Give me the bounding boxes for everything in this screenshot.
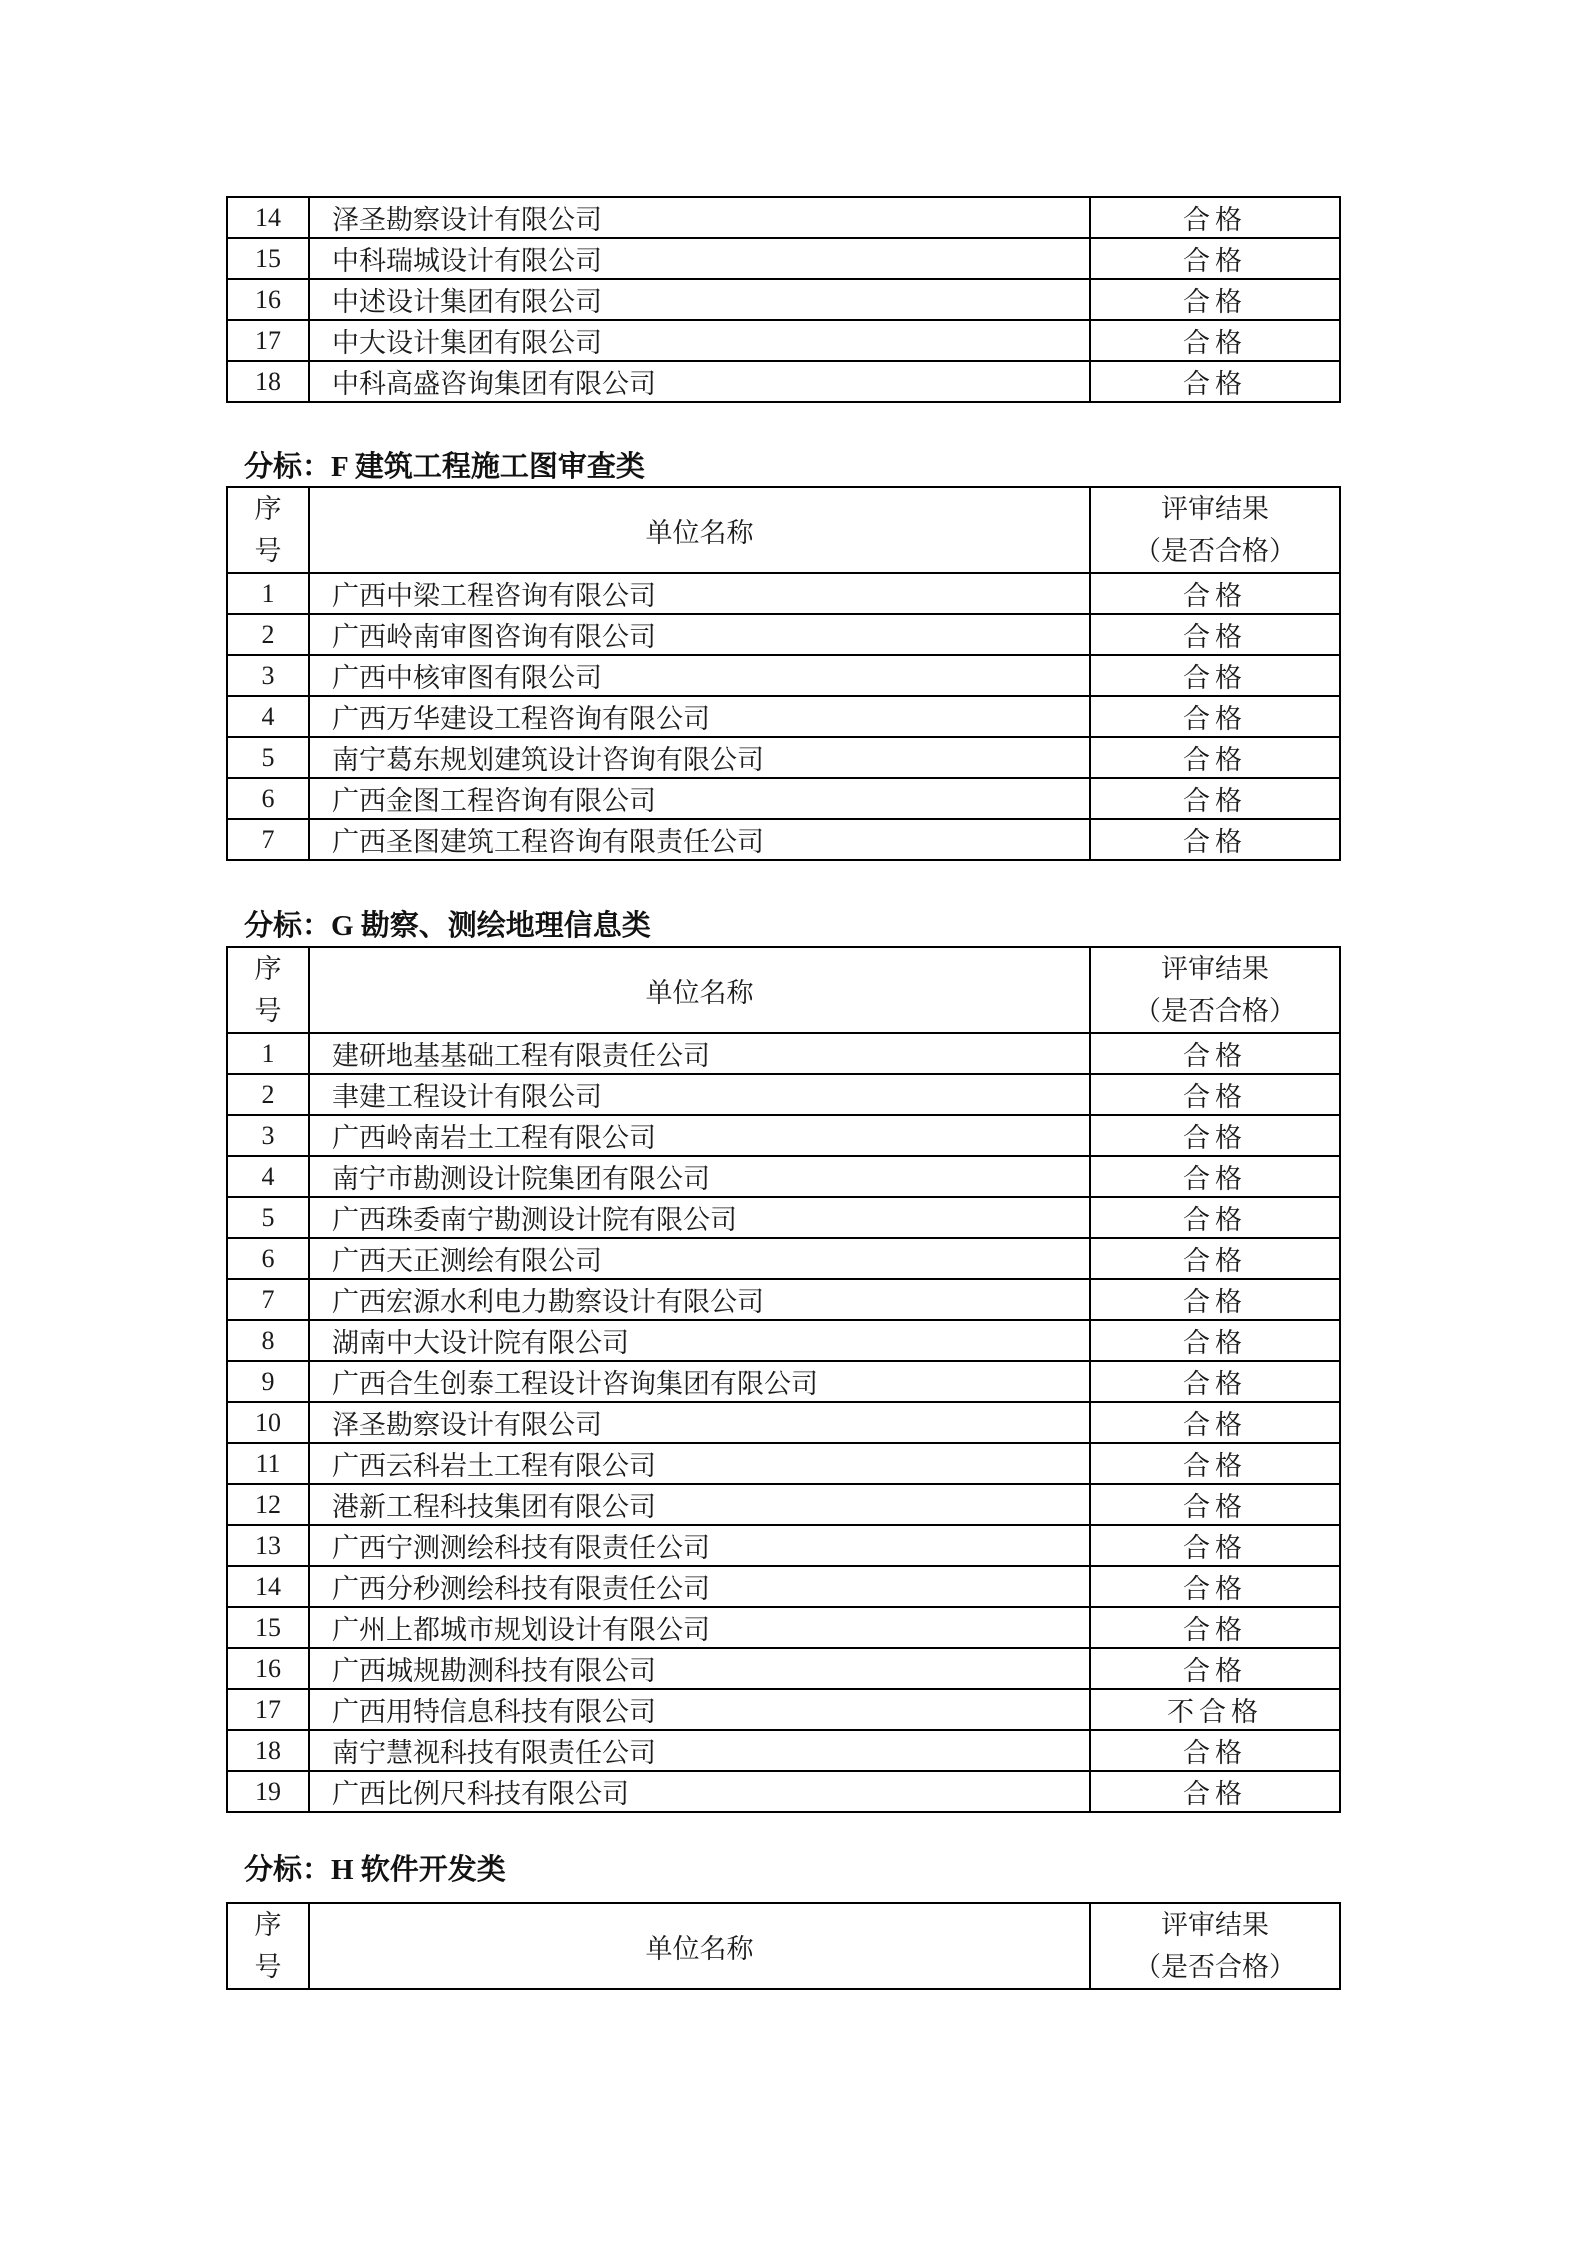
cell-seq-no: 3 — [227, 655, 309, 696]
cell-unit-name: 建研地基基础工程有限责任公司 — [309, 1033, 1090, 1074]
cell-review-result: 合格 — [1090, 1771, 1340, 1812]
seq-label-line1: 序 — [254, 954, 282, 984]
section-title-g: 分标：G 勘察、测绘地理信息类 — [244, 910, 651, 942]
cell-unit-name: 南宁葛东规划建筑设计咨询有限公司 — [309, 737, 1090, 778]
cell-seq-no: 14 — [227, 1566, 309, 1607]
table-row — [227, 361, 1340, 402]
table-row — [227, 819, 1340, 860]
cell-unit-name: 广西珠委南宁勘测设计院有限公司 — [309, 1197, 1090, 1238]
cell-review-result: 合格 — [1090, 1402, 1340, 1443]
cell-review-result: 合格 — [1090, 1361, 1340, 1402]
cell-seq-no: 14 — [227, 197, 309, 238]
cell-seq-no: 3 — [227, 1115, 309, 1156]
seq-label-line2: 号 — [254, 1952, 282, 1982]
cell-unit-name: 广西金图工程咨询有限公司 — [309, 778, 1090, 819]
col-header-seq — [227, 1903, 309, 1989]
cell-unit-name: 南宁慧视科技有限责任公司 — [309, 1730, 1090, 1771]
cell-unit-name: 中大设计集团有限公司 — [309, 320, 1090, 361]
cell-unit-name: 中述设计集团有限公司 — [309, 279, 1090, 320]
cell-review-result: 合格 — [1090, 197, 1340, 238]
cell-review-result: 合格 — [1090, 1320, 1340, 1361]
cell-unit-name: 南宁市勘测设计院集团有限公司 — [309, 1156, 1090, 1197]
results-table-f — [226, 486, 1341, 861]
cell-review-result: 合格 — [1090, 614, 1340, 655]
cell-review-result: 合格 — [1090, 573, 1340, 614]
seq-label-line1: 序 — [254, 1910, 282, 1940]
cell-seq-no: 1 — [227, 573, 309, 614]
table-row — [227, 655, 1340, 696]
cell-seq-no: 10 — [227, 1402, 309, 1443]
table-row — [227, 1566, 1340, 1607]
table-row — [227, 197, 1340, 238]
section-title-h: 分标：H 软件开发类 — [244, 1854, 506, 1886]
table-row — [227, 737, 1340, 778]
cell-review-result: 不合格 — [1090, 1689, 1340, 1730]
table-row — [227, 1074, 1340, 1115]
table-row — [227, 696, 1340, 737]
cell-review-result: 合格 — [1090, 819, 1340, 860]
cell-seq-no: 6 — [227, 778, 309, 819]
cell-unit-name: 广西岭南审图咨询有限公司 — [309, 614, 1090, 655]
col-header-result — [1090, 487, 1340, 573]
seq-label-line2: 号 — [254, 996, 282, 1026]
result-label-line1: 评审结果 — [1161, 1910, 1269, 1940]
cell-seq-no: 9 — [227, 1361, 309, 1402]
cell-review-result: 合格 — [1090, 1525, 1340, 1566]
table-row — [227, 778, 1340, 819]
cell-seq-no: 6 — [227, 1238, 309, 1279]
cell-unit-name: 广州上都城市规划设计有限公司 — [309, 1607, 1090, 1648]
table-row — [227, 1648, 1340, 1689]
cell-unit-name: 中科高盛咨询集团有限公司 — [309, 361, 1090, 402]
result-label-line2: （是否合格） — [1134, 536, 1296, 566]
cell-unit-name: 广西合生创泰工程设计咨询集团有限公司 — [309, 1361, 1090, 1402]
table-row — [227, 1402, 1340, 1443]
results-table-h — [226, 1902, 1341, 1990]
cell-unit-name: 广西岭南岩土工程有限公司 — [309, 1115, 1090, 1156]
table-row — [227, 238, 1340, 279]
cell-unit-name: 广西宏源水利电力勘察设计有限公司 — [309, 1279, 1090, 1320]
table-row — [227, 1443, 1340, 1484]
cell-review-result: 合格 — [1090, 1238, 1340, 1279]
col-header-unit-name: 单位名称 — [309, 947, 1090, 1033]
results-table-continued — [226, 196, 1341, 403]
cell-unit-name: 广西天正测绘有限公司 — [309, 1238, 1090, 1279]
table-row — [227, 320, 1340, 361]
col-header-seq — [227, 487, 309, 573]
section-g — [226, 911, 1587, 1813]
cell-review-result: 合格 — [1090, 1648, 1340, 1689]
cell-unit-name: 广西中核审图有限公司 — [309, 655, 1090, 696]
header-row — [227, 947, 1340, 1033]
table-row — [227, 1525, 1340, 1566]
cell-seq-no: 13 — [227, 1525, 309, 1566]
cell-review-result: 合格 — [1090, 279, 1340, 320]
table-row — [227, 1279, 1340, 1320]
cell-seq-no: 8 — [227, 1320, 309, 1361]
col-header-unit-name: 单位名称 — [309, 487, 1090, 573]
table-row — [227, 614, 1340, 655]
cell-unit-name: 中科瑞城设计有限公司 — [309, 238, 1090, 279]
table-row — [227, 1197, 1340, 1238]
col-header-seq — [227, 947, 309, 1033]
cell-review-result: 合格 — [1090, 1197, 1340, 1238]
cell-review-result: 合格 — [1090, 1156, 1340, 1197]
cell-review-result: 合格 — [1090, 1443, 1340, 1484]
cell-seq-no: 4 — [227, 696, 309, 737]
cell-review-result: 合格 — [1090, 1484, 1340, 1525]
result-label-line1: 评审结果 — [1161, 494, 1269, 524]
cell-unit-name: 广西用特信息科技有限公司 — [309, 1689, 1090, 1730]
seq-label-line1: 序 — [254, 494, 282, 524]
col-header-unit-name: 单位名称 — [309, 1903, 1090, 1989]
cell-review-result: 合格 — [1090, 1279, 1340, 1320]
cell-unit-name: 广西万华建设工程咨询有限公司 — [309, 696, 1090, 737]
cell-seq-no: 16 — [227, 1648, 309, 1689]
cell-unit-name: 广西云科岩土工程有限公司 — [309, 1443, 1090, 1484]
cell-unit-name: 泽圣勘察设计有限公司 — [309, 1402, 1090, 1443]
cell-unit-name: 聿建工程设计有限公司 — [309, 1074, 1090, 1115]
table-row — [227, 1238, 1340, 1279]
cell-unit-name: 广西城规勘测科技有限公司 — [309, 1648, 1090, 1689]
result-label-line1: 评审结果 — [1161, 954, 1269, 984]
cell-seq-no: 4 — [227, 1156, 309, 1197]
table-row — [227, 1484, 1340, 1525]
cell-seq-no: 19 — [227, 1771, 309, 1812]
cell-seq-no: 17 — [227, 320, 309, 361]
header-row — [227, 487, 1340, 573]
table-row — [227, 1771, 1340, 1812]
cell-seq-no: 7 — [227, 1279, 309, 1320]
cell-seq-no: 15 — [227, 1607, 309, 1648]
cell-review-result: 合格 — [1090, 238, 1340, 279]
cell-review-result: 合格 — [1090, 1730, 1340, 1771]
cell-unit-name: 泽圣勘察设计有限公司 — [309, 197, 1090, 238]
cell-review-result: 合格 — [1090, 1033, 1340, 1074]
cell-seq-no: 1 — [227, 1033, 309, 1074]
cell-seq-no: 11 — [227, 1443, 309, 1484]
cell-review-result: 合格 — [1090, 737, 1340, 778]
result-label-line2: （是否合格） — [1134, 996, 1296, 1026]
cell-seq-no: 18 — [227, 361, 309, 402]
cell-review-result: 合格 — [1090, 1074, 1340, 1115]
cell-review-result: 合格 — [1090, 361, 1340, 402]
result-label-line2: （是否合格） — [1134, 1952, 1296, 1982]
section-title-f: 分标：F 建筑工程施工图审查类 — [244, 451, 645, 483]
table-row — [227, 1156, 1340, 1197]
cell-review-result: 合格 — [1090, 655, 1340, 696]
table-row — [227, 1607, 1340, 1648]
cell-review-result: 合格 — [1090, 696, 1340, 737]
cell-review-result: 合格 — [1090, 778, 1340, 819]
cell-review-result: 合格 — [1090, 1607, 1340, 1648]
section-h — [226, 1855, 1587, 1990]
cell-unit-name: 港新工程科技集团有限公司 — [309, 1484, 1090, 1525]
cell-unit-name: 广西宁测测绘科技有限责任公司 — [309, 1525, 1090, 1566]
cell-unit-name: 广西分秒测绘科技有限责任公司 — [309, 1566, 1090, 1607]
cell-unit-name: 湖南中大设计院有限公司 — [309, 1320, 1090, 1361]
cell-review-result: 合格 — [1090, 1115, 1340, 1156]
table-row — [227, 1730, 1340, 1771]
cell-seq-no: 7 — [227, 819, 309, 860]
section-continued-table — [226, 196, 1587, 403]
cell-seq-no: 15 — [227, 238, 309, 279]
cell-review-result: 合格 — [1090, 1566, 1340, 1607]
table-row — [227, 1115, 1340, 1156]
header-row — [227, 1903, 1340, 1989]
table-row — [227, 1320, 1340, 1361]
table-row — [227, 279, 1340, 320]
cell-seq-no: 5 — [227, 1197, 309, 1238]
cell-review-result: 合格 — [1090, 320, 1340, 361]
results-table-g — [226, 946, 1341, 1813]
table-row — [227, 1033, 1340, 1074]
cell-seq-no: 2 — [227, 1074, 309, 1115]
cell-unit-name: 广西圣图建筑工程咨询有限责任公司 — [309, 819, 1090, 860]
col-header-result — [1090, 1903, 1340, 1989]
col-header-result — [1090, 947, 1340, 1033]
seq-label-line2: 号 — [254, 536, 282, 566]
cell-seq-no: 17 — [227, 1689, 309, 1730]
cell-unit-name: 广西中梁工程咨询有限公司 — [309, 573, 1090, 614]
cell-seq-no: 18 — [227, 1730, 309, 1771]
cell-unit-name: 广西比例尺科技有限公司 — [309, 1771, 1090, 1812]
table-row — [227, 1689, 1340, 1730]
cell-seq-no: 2 — [227, 614, 309, 655]
section-f — [226, 452, 1587, 861]
table-row — [227, 1361, 1340, 1402]
cell-seq-no: 16 — [227, 279, 309, 320]
table-row — [227, 573, 1340, 614]
cell-seq-no: 5 — [227, 737, 309, 778]
cell-seq-no: 12 — [227, 1484, 309, 1525]
